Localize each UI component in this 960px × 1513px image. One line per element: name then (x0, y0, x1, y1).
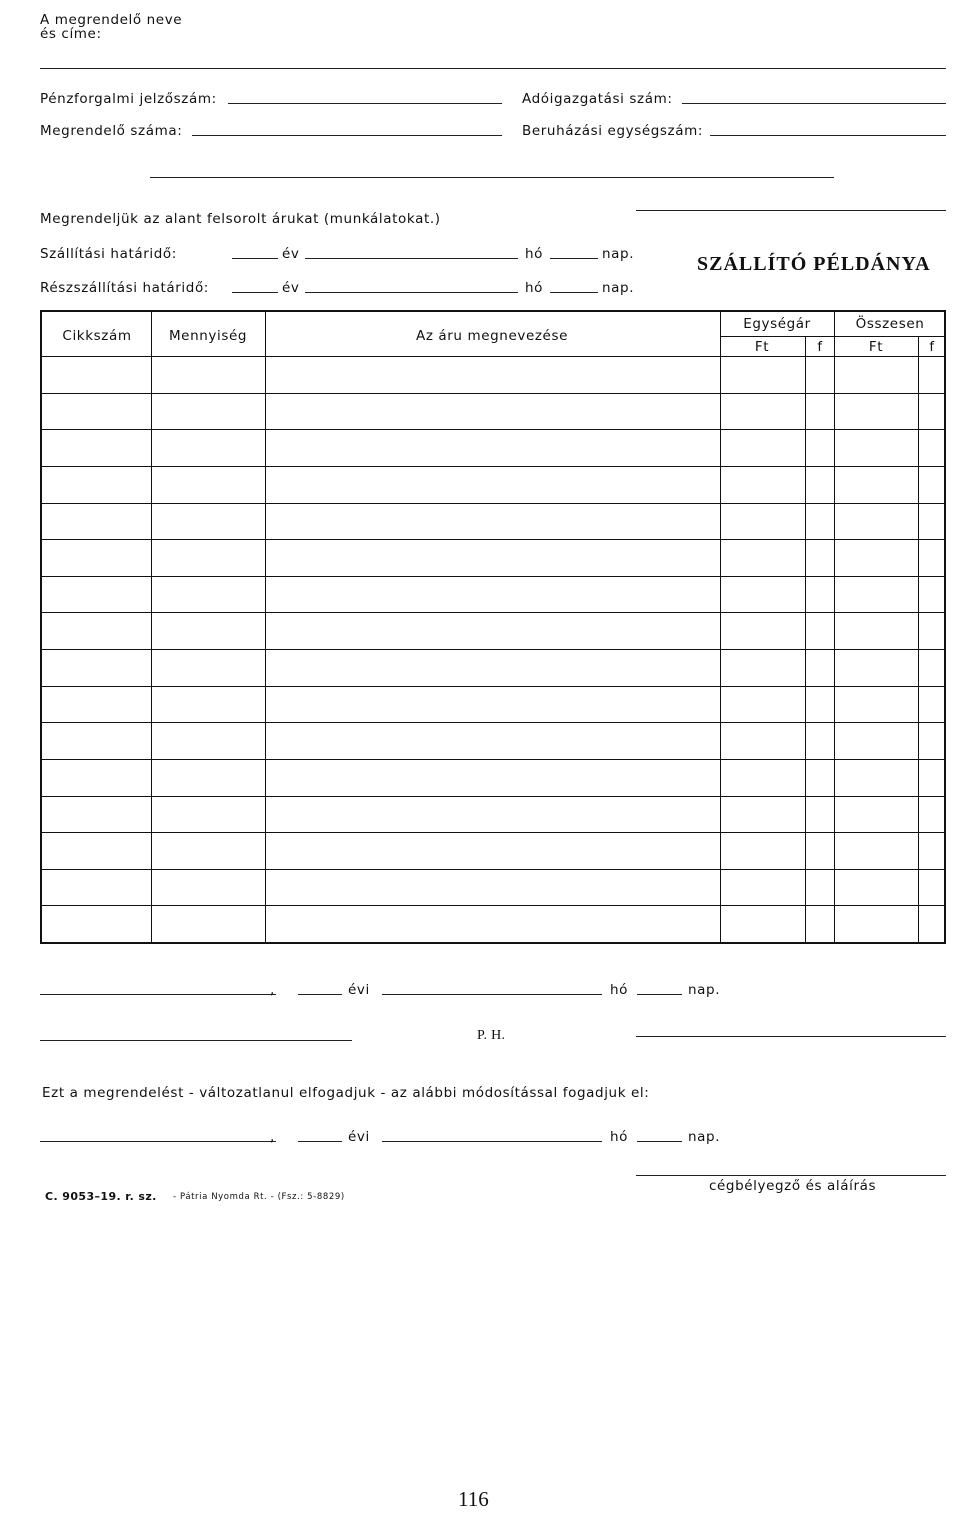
copy-title: SZÁLLÍTÓ PÉLDÁNYA (697, 253, 931, 275)
buyer-address-line[interactable] (40, 68, 946, 69)
table-row-line (42, 832, 944, 833)
acceptance-comma: , (270, 1129, 275, 1145)
col-quantity: Mennyiség (168, 328, 248, 344)
col-divider (265, 312, 266, 942)
col-total-f: f (929, 339, 935, 355)
place-comma: , (270, 982, 275, 998)
separator-line (150, 177, 834, 178)
acceptance-day-label: nap. (688, 1129, 721, 1145)
header-bottom-line (42, 356, 944, 357)
col-unit-price: Egységár (743, 316, 811, 332)
buyer-name-label: A megrendelő neve (40, 12, 183, 28)
order-text: Megrendeljük az alant felsorolt árukat (munkálatokat.) (40, 211, 441, 227)
acceptance-month-label: hó (610, 1129, 629, 1145)
delivery-day-field[interactable] (550, 258, 598, 259)
acceptance-place-field[interactable] (40, 1141, 276, 1142)
unit-f-divider (805, 336, 806, 942)
price-subheader-line (720, 336, 944, 337)
col-unit-f: f (817, 339, 823, 355)
table-row-line (42, 466, 944, 467)
acceptance-text: Ezt a megrendelést - változatlanul elfogadjuk - az alábbi módosítással fogadjuk el: (42, 1085, 650, 1101)
partial-month-label: hó (525, 280, 544, 296)
delivery-year-field[interactable] (232, 258, 278, 259)
investment-unit-field[interactable] (710, 135, 946, 136)
delivery-deadline-label: Szállítási határidő: (40, 246, 177, 262)
signature-label: cégbélyegző és aláírás (709, 1178, 877, 1194)
partial-deadline-label: Részszállítási határidő: (40, 280, 209, 296)
delivery-day-label: nap. (602, 246, 635, 262)
signature-line[interactable] (636, 1175, 946, 1176)
table-row-line (42, 905, 944, 906)
order-number-label: Megrendelő száma: (40, 123, 183, 139)
stamp-line[interactable] (636, 1036, 946, 1037)
day-field[interactable] (637, 994, 682, 995)
partial-year-label: év (282, 280, 300, 296)
form-code: C. 9053–19. r. sz. (45, 1190, 157, 1203)
day-label: nap. (688, 982, 721, 998)
buyer-address-label: és címe: (40, 26, 102, 42)
table-row-line (42, 869, 944, 870)
table-row-line (42, 686, 944, 687)
total-f-divider (918, 336, 919, 942)
table-row-line (42, 539, 944, 540)
place-field[interactable] (40, 994, 276, 995)
printer-info: - Pátria Nyomda Rt. - (Fsz.: 5-8829) (173, 1192, 345, 1202)
partial-day-label: nap. (602, 280, 635, 296)
partial-day-field[interactable] (550, 292, 598, 293)
col-unit-ft: Ft (754, 339, 770, 355)
copy-title-line (636, 210, 946, 211)
year-field[interactable] (298, 994, 342, 995)
table-row-line (42, 429, 944, 430)
col-divider (720, 312, 721, 942)
page-number: 116 (458, 1487, 489, 1511)
month-label: hó (610, 982, 629, 998)
stamp-label: P. H. (477, 1028, 506, 1043)
month-field[interactable] (382, 994, 602, 995)
table-row-line (42, 722, 944, 723)
table-row-line (42, 393, 944, 394)
tax-number-label: Adóigazgatási szám: (522, 91, 673, 107)
table-row-line (42, 503, 944, 504)
col-description: Az áru megnevezése (416, 328, 568, 344)
table-row-line (42, 576, 944, 577)
col-item-no: Cikkszám (62, 328, 132, 344)
tax-number-field[interactable] (682, 103, 946, 104)
items-table (40, 310, 946, 944)
partial-year-field[interactable] (232, 292, 278, 293)
delivery-year-label: év (282, 246, 300, 262)
investment-unit-label: Beruházási egységszám: (522, 123, 704, 139)
col-divider (151, 312, 152, 942)
year-label: évi (348, 982, 370, 998)
delivery-month-field[interactable] (305, 258, 518, 259)
col-total: Összesen (855, 316, 925, 332)
acceptance-month-field[interactable] (382, 1141, 602, 1142)
table-row-line (42, 759, 944, 760)
partial-month-field[interactable] (305, 292, 518, 293)
buyer-signature-line[interactable] (40, 1040, 352, 1041)
col-divider (834, 312, 835, 942)
table-row-line (42, 612, 944, 613)
payment-code-field[interactable] (228, 103, 502, 104)
acceptance-year-label: évi (348, 1129, 370, 1145)
delivery-month-label: hó (525, 246, 544, 262)
table-row-line (42, 649, 944, 650)
payment-code-label: Pénzforgalmi jelzőszám: (40, 91, 217, 107)
table-row-line (42, 796, 944, 797)
order-number-field[interactable] (192, 135, 502, 136)
acceptance-year-field[interactable] (298, 1141, 342, 1142)
acceptance-day-field[interactable] (637, 1141, 682, 1142)
col-total-ft: Ft (868, 339, 884, 355)
